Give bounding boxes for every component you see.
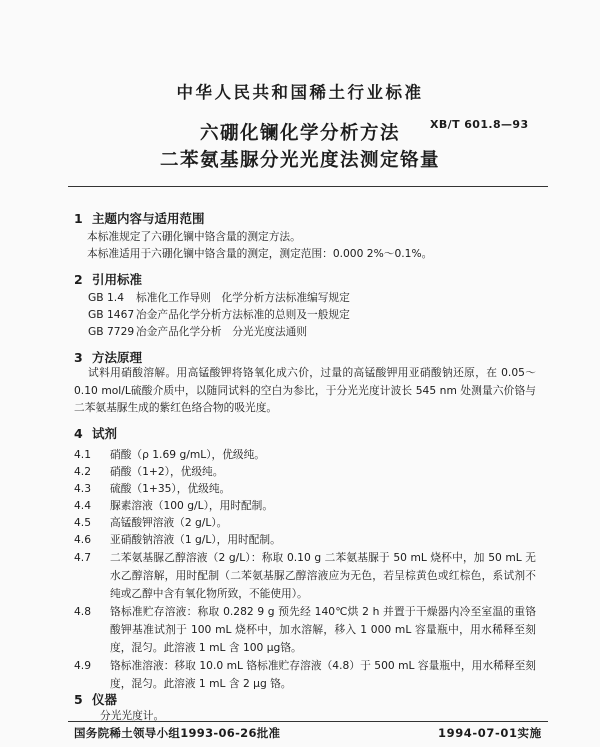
reagent-text: 高锰酸钾溶液（2 g/L）。 (110, 516, 228, 529)
reagent-number: 4.6 (74, 533, 91, 546)
reference-code: GB 7729 (88, 325, 135, 338)
reference-code: GB 1467 (88, 308, 135, 321)
reagent-item (74, 657, 536, 693)
reagent-text: 脲素溶液（100 g/L），用时配制。 (110, 499, 274, 512)
reagent-number: 4.3 (74, 482, 91, 495)
reagent-item (74, 603, 536, 656)
reagent-item (74, 446, 536, 464)
section-4-heading (74, 424, 117, 442)
effective-date: 1994-07-01实施 (438, 726, 542, 740)
reference-title: 标准化工作导则 化学分析方法标准编写规定 (136, 291, 350, 304)
reagent-item (74, 463, 536, 481)
section-number: 1 (74, 211, 83, 226)
header-divider (68, 186, 548, 187)
section-number: 2 (74, 272, 83, 287)
section-5-heading (74, 690, 117, 708)
section-title: 试剂 (92, 426, 118, 441)
standard-number: XB/T 601.8—93 (430, 118, 529, 131)
doc-title-line1: 六硼化镧化学分析方法 (199, 123, 400, 144)
reagent-number: 4.5 (74, 516, 91, 529)
reagent-text: 铬标准贮存溶液：称取 0.282 9 g 预先经 140℃烘 2 h 并置于干燥器内冷至室温的重铬酸钾基准试剂于 100 mL 烧杯中，加水溶解，移入 1 000 mL 容量瓶中，用水稀释至刻度，混匀。此溶液 1 mL 含 100 μg铬。 (110, 605, 536, 654)
section-1-paragraph: 本标准规定了六硼化镧中铬含量的测定方法。 (87, 230, 301, 243)
reference-title: 冶金产品化学分析 分光光度法通则 (136, 325, 308, 338)
reagent-text: 硫酸（1+35），优级纯。 (110, 482, 231, 495)
section-number: 5 (74, 692, 83, 707)
reference-row (88, 324, 307, 339)
reagent-item (74, 497, 536, 515)
section-title: 引用标准 (92, 272, 143, 287)
footer-divider (68, 721, 548, 722)
reference-code: GB 1.4 (88, 291, 125, 304)
principle-text: 试料用硝酸溶解。用高锰酸钾将铬氧化成六价，过量的高锰酸钾用亚硝酸钠还原，在 0.05～0.10 mol/L硫酸介质中，以随同试料的空白为参比，于分光光度计波长 545 nm 处测量六价铬与二苯氨基脲生成的紫红色络合物的吸光度。 (74, 366, 536, 414)
reagent-item (74, 549, 536, 602)
reagent-number: 4.8 (74, 605, 91, 618)
section-1-heading (74, 209, 205, 227)
doc-title-line2: 二苯氨基脲分光光度法测定铬量 (159, 150, 440, 171)
reagent-text: 硝酸（1+2），优级纯。 (110, 465, 224, 478)
reagent-text: 二苯氨基脲乙醇溶液（2 g/L）：称取 0.10 g 二苯氨基脲于 50 mL 烧杯中，加 50 mL 无水乙醇溶解，用时配制（二苯氨基脲乙醇溶液应为无色，若呈棕黄色或红棕色，系试剂不纯或乙醇中含有氧化物所致，不能使用）。 (110, 551, 536, 600)
reagent-text: 铬标准溶液：移取 10.0 mL 铬标准贮存溶液（4.8）于 500 mL 容量瓶中，用水稀释至刻度，混匀。此溶液 1 mL 含 2 μg 铬。 (110, 659, 536, 690)
agency-title: 中华人民共和国稀土行业标准 (176, 83, 424, 102)
reagent-number: 4.9 (74, 659, 91, 672)
reagent-number: 4.1 (74, 448, 91, 461)
reference-row (88, 307, 350, 322)
section-title: 主题内容与适用范围 (92, 211, 205, 226)
reagent-number: 4.2 (74, 465, 91, 478)
reagent-item (74, 480, 536, 498)
reagent-item (74, 514, 536, 532)
section-1-paragraph: 本标准适用于六硼化镧中铬含量的测定，测定范围：0.000 2%～0.1%。 (87, 247, 433, 260)
section-title: 仪器 (92, 692, 118, 707)
section-number: 3 (74, 350, 83, 365)
reagent-number: 4.4 (74, 499, 91, 512)
section-2-heading (74, 270, 142, 288)
reagent-text: 硝酸（ρ 1.69 g/mL），优级纯。 (110, 448, 265, 461)
reference-title: 冶金产品化学分析方法标准的总则及一般规定 (136, 308, 350, 321)
section-title: 方法原理 (92, 350, 143, 365)
section-number: 4 (74, 426, 83, 441)
reagent-item (74, 531, 536, 549)
approval-line: 国务院稀土领导小组1993-06-26批准 (74, 726, 281, 740)
reagent-number: 4.7 (74, 551, 91, 564)
reagent-text: 亚硝酸钠溶液（1 g/L），用时配制。 (110, 533, 281, 546)
reference-row (88, 290, 350, 305)
instrument-text: 分光光度计。 (100, 709, 165, 722)
